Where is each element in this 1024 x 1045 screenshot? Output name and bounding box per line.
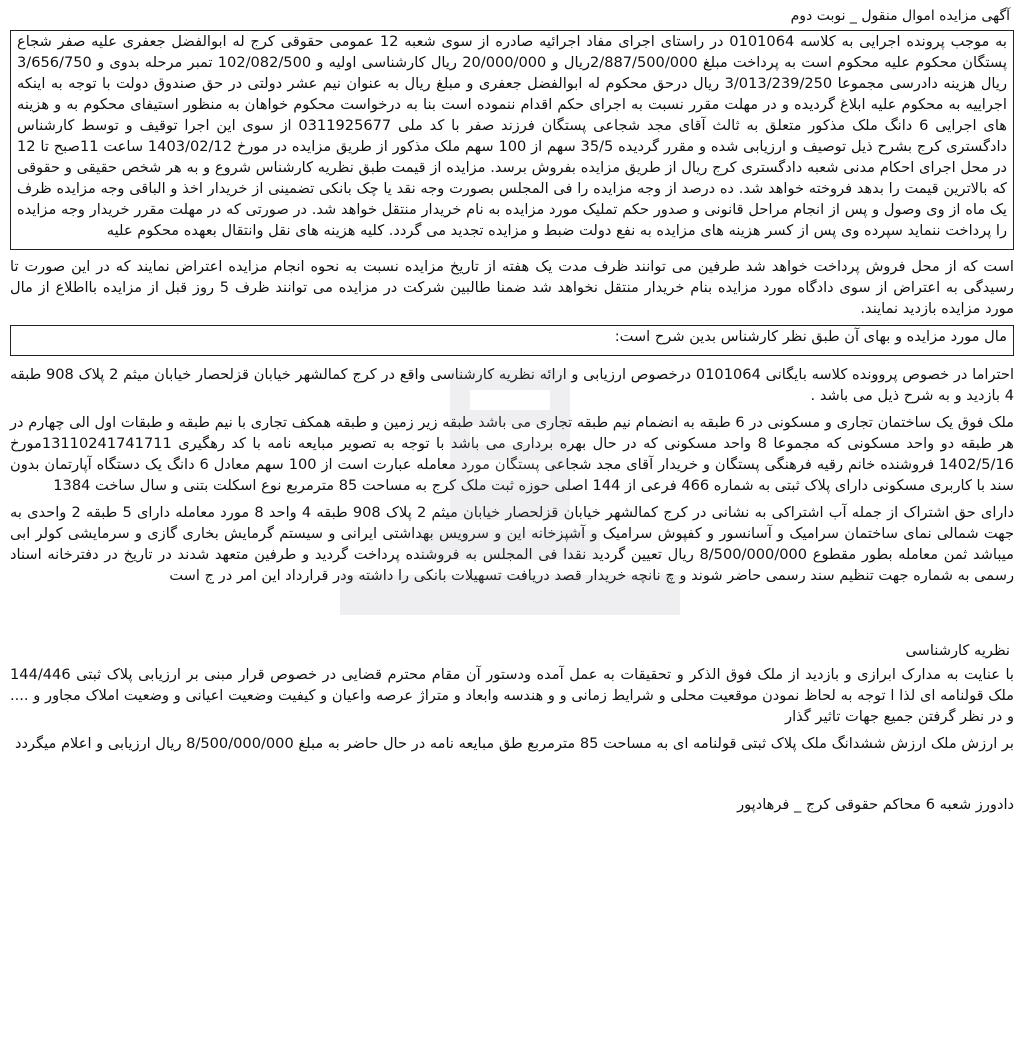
signature-line: دادورز شعبه 6 محاکم حقوقی کرج _ فرهادپور [737,796,1014,813]
notice-paragraph-6: دارای حق اشتراک از جمله آب اشتراکی به نشانی در کرج کمالشهر خیابان قزلحصار خیابان میثم 2 پلاک 908 طبقه 4 واحد 8 مورد معامله دارای 5 طبقه 2 واحدی به جهت شمالی نمای ساختمان سرامیک و آسانسور و کفپوش سرامیک و آشپزخانه این و سرویس بهداشتی ایرانی و سیستم گرمایش بخاری گازی و سرمایشی کولر ابی میباشد ثمن معامله بطور مقطوع 8/500/000/000 ریال تعیین گردید نقدا فی المجلس به فروشنده پرداخت گردید و طرفین متعهد شدند در تاریخ در دفترخانه اسناد رسمی به شماره جهت تنظیم سند رسمی حاضر شوند و چ نانچه خریدار قصد دریافت تسهیلات بانکی را داشته ودر قرارداد این امر در ج است [10,504,1014,584]
notice-paragraph-7: با عنایت به مدارک ابرازی و بازدید از ملک فوق الذکر و تحقیقات به عمل آمده ودستور آن مقام محترم قضایی در خصوص قرار مبنی بر ارزیابی پلاک ثبتی 144/446 ملک قولنامه ای لذا ا توجه به لحاظ نمودن موقعیت محلی و شرایط زمانی و و هندسه وابعاد و متراژ عرصه واعیان و کیفیت وضعیت اعیانی و وضعیت املاک مجاور و .... و در نظر گرفتن جمیع جهات تاثیر گذار [10,666,1014,725]
notice-paragraph-8: بر ارزش ملک ارزش ششدانگ ملک پلاک ثبتی قولنامه ای به مساحت 85 مترمربع طق مبایعه نامه در حال حاضر به مبلغ 8/500/000/000 ریال ارزیابی و اعلام میگردد [15,735,1014,752]
expert-opinion-title: نظریه کارشناسی [905,642,1010,659]
property-intro-box [10,325,1014,356]
notice-paragraph-4: احتراما در خصوص پروونده کلاسه بایگانی 0101064 درخصوص ارزیابی و ارائه نظریه کارشناسی واقع در کرج کمالشهر خیابان قزلحصار خیابان میثم 2 پلاک 908 طبقه 4 بازدید و به شرح ذیل می باشد . [10,366,1014,404]
notice-paragraph-2: است که از محل فروش پرداخت خواهد شد طرفین می توانند ظرف مدت یک هفته از تاریخ مزایده نسبت به نحوه انجام مزایده اعتراض نمایند که در این صورت تا رسیدگی به اعتراض از سوی دادگاه مورد مزایده بنام خریدار منتقل نخواهد شد ضمنا طالبین شرکت در مزایده می توانند ظرف 5 روز قبل از مزایده بااطلاع از مال مورد مزایده بازدید نمایند. [10,258,1014,317]
notice-paragraph-3: مال مورد مزایده و بهای آن طبق نظر کارشناس بدین شرح است: [614,328,1007,345]
main-notice-box [10,30,1014,250]
section-gap [10,592,1014,640]
notice-title: آگهی مزایده اموال منقول _ نوبت دوم [790,8,1010,24]
notice-paragraph-1: به موجب پرونده اجرایی به کلاسه 0101064 در راستای اجرای مفاد اجرائیه صادره از سوی شعبه 12 عمومی حقوقی کرج له ابوالفضل جعفری علیه صفر شجاع پستگان محکوم علیه محکوم است به پرداخت مبلغ 2/887/500/000ریال و 20/000/000 ریال کارشناسی اولیه و 102/082/500 تمبر مرحله بدوی و 3/656/750 ریال هزینه دادرسی مجموعا 3/013/239/250 ریال درحق محکوم له ابوالفضل جعفری و مبلغ ریال به عنوان نیم عشر دولتی در حق صندوق دولت با توجه به اینکه اجراییه به محکوم علیه ابلاغ گردیده و در مهلت مقرر نسبت به اجرای حکم اقدام ننموده است بنا به درخواست محکوم خواهان به منظور استیفای محکوم به و هزینه های اجرایی 6 دانگ ملک مذکور متعلق به ثالث آقای مجد شجاعی پستگان فرزند صفر با کد ملی 0311925677 از سوی این اجرا توقیف و توسط کارشناس دادگستری کرج بشرح ذیل توصیف و ارزیابی شده و مقرر گردیده 35/5 سهم از 100 سهم ملک مذکور از طریق مزایده در مورخ 1403/02/12 ساعت 11صبح تا 12 در محل اجرای احکام مدنی شعبه دادگستری کرج ریال از طریق مزایده بفروش برسد. مزایده از قیمت طبق نظریه کارشناس شروع و به هر شخص حقیقی و حقوقی که بالاترین قیمت را بدهد فروخته خواهد شد. ده درصد از وجه مزایده را فی المجلس بصورت وجه نقد یا چک بانکی تضمینی از خریدار اخذ و الباقی وجه مزایده ظرف یک ماه از وی وصول و پس از انجام مراحل قانونی و صدور حکم تملیک مورد مزایده به نام خریدار منتقل خواهد شد. در صورتی که در مهلت مقرر خریدار وجه مزایده را پرداخت ننماید سپرده وی پس از کسر هزینه های مزایده به نفع دولت ضبط و مزایده تجدید می گردد. کلیه هزینه های نقل وانتقال بعهده محکوم علیه [17,33,1008,239]
notice-paragraph-5: ملک فوق یک ساختمان تجاری و مسکونی در 6 طبقه به انضمام نیم طبقه تجاری می باشد طبقه زیر زمین و طبقه همکف تجاری با نیم طبقه و طبقات اول الی چهارم در هر طبقه دو واحد مسکونی که مجموعا 8 واحد مسکونی که در حال بهره برداری می باشد با توجه به تصویر مبایعه نامه با کد رهگیری 13110241741711مورخ 1402/5/16 فروشنده خانم رقیه فرهنگی پستگان و خریدار آقای مجد شجاعی پستگان مورد معامله عبارت است از 100 سهم معادل 6 دانگ یک دستگاه آپارتمان بدون سند با کاربری مسکونی دارای پلاک ثبتی به شماره 466 فرعی از 144 اصلی حوزه ثبت ملک کرج به مساحت 85 مترمربع نوع اسکلت بتنی و سال ساخت 1384 [10,414,1015,494]
